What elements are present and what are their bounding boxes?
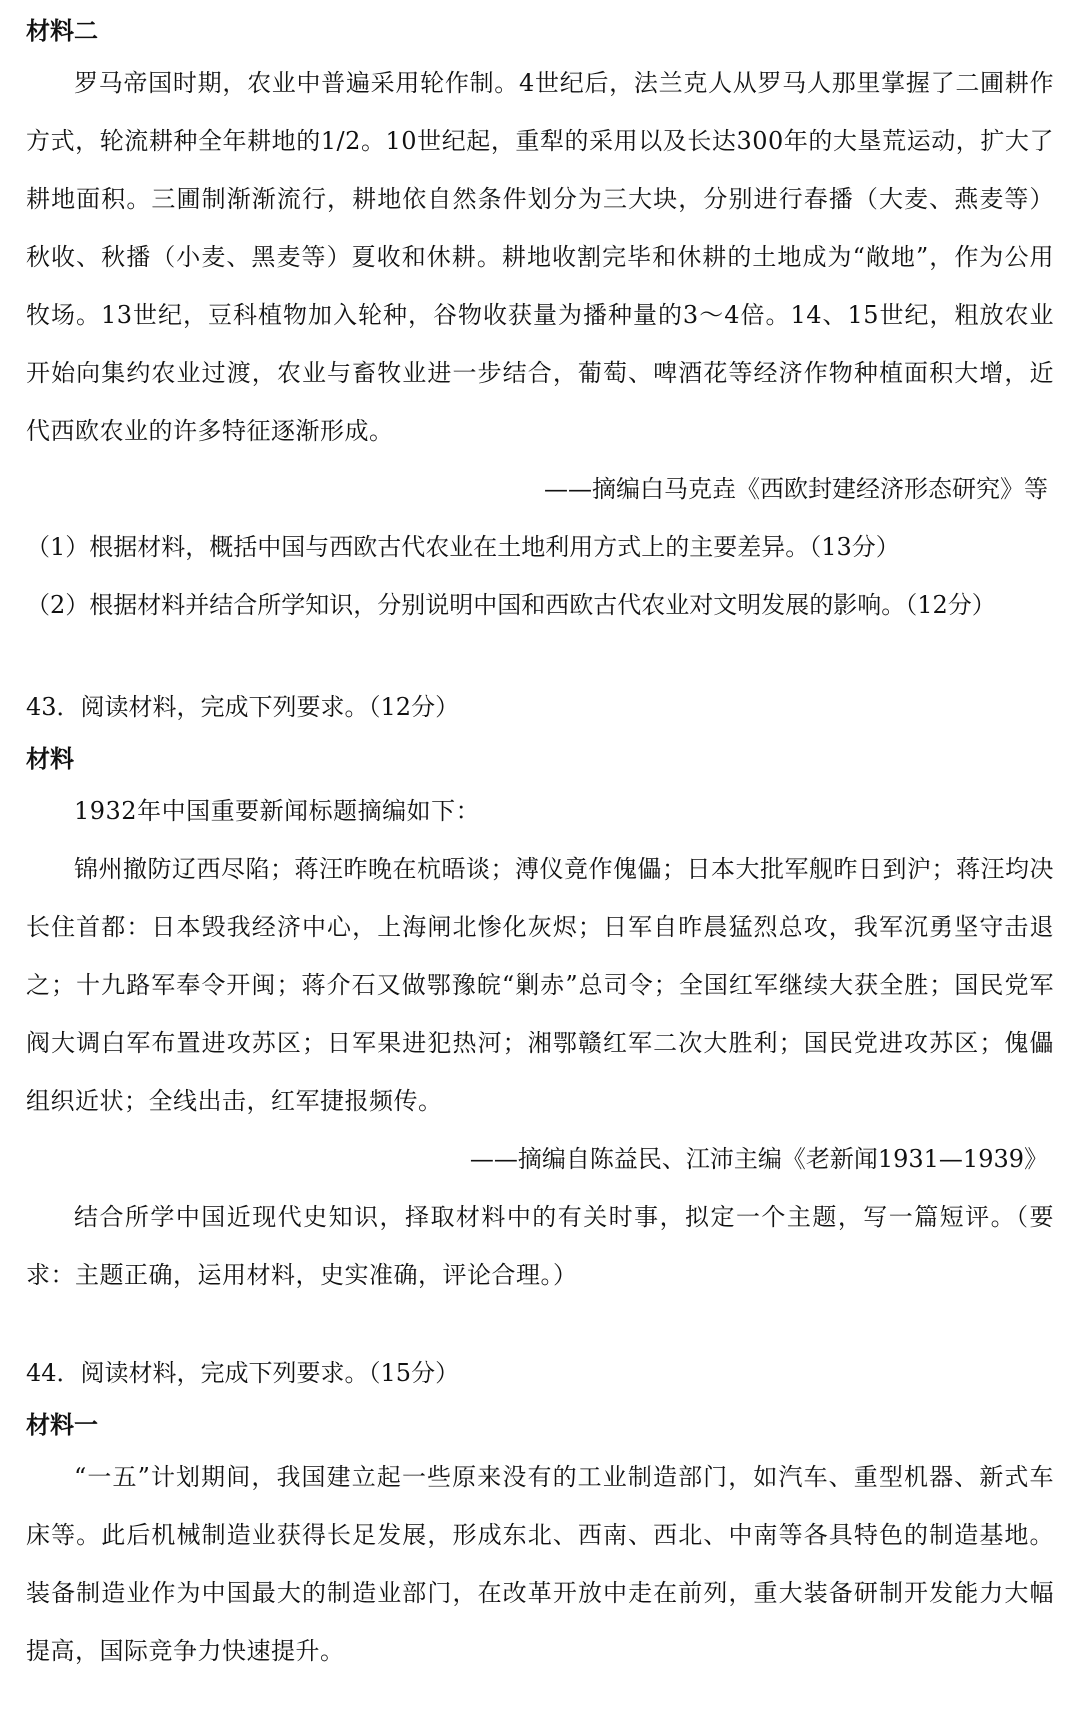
question-44-title: 44．阅读材料，完成下列要求。（15分） (26, 1359, 460, 1387)
question-43-source: ——摘编自陈益民、江沛主编《老新闻1931—1939》 (469, 1145, 1048, 1173)
question-42-part-2: （2）根据材料并结合所学知识，分别说明中国和西欧古代农业对文明发展的影响。（12分） (26, 591, 996, 619)
material-two-source: ——摘编白马克垚《西欧封建经济形态研究》等 (544, 475, 1048, 503)
question-44-paragraph: “一五”计划期间，我国建立起一些原来没有的工业制造部门，如汽车、重型机器、新式车床等。此后机械制造业获得长足发展，形成东北、西南、西北、中南等各具特色的制造基地。装备制造业作为中国最大的制造业部门，在改革开放中走在前列，重大装备研制开发能力大幅提高，国际竞争力快速提升。 (26, 1463, 1054, 1665)
question-44-material-heading: 材料一 (26, 1411, 98, 1439)
material-two-paragraph: 罗马帝国时期，农业中普遍采用轮作制。4世纪后，法兰克人从罗马人那里掌握了二圃耕作方式，轮流耕种全年耕地的1/2。10世纪起，重犁的采用以及长达300年的大垦荒运动，扩大了耕地面积。三圃制渐渐流行，耕地依自然条件划分为三大块，分别进行春播（大麦、燕麦等）秋收、秋播（小麦、黑麦等）夏收和休耕。耕地收割完毕和休耕的土地成为“敞地”，作为公用牧场。13世纪，豆科植物加入轮种，谷物收获量为播种量的3～4倍。14、15世纪，粗放农业开始向集约农业过渡，农业与畜牧业进一步结合，葡萄、啤酒花等经济作物种植面积大增，近代西欧农业的许多特征逐渐形成。 (26, 69, 1054, 445)
question-43-material-heading: 材料 (26, 745, 74, 773)
question-43-headlines: 锦州撤防辽西尽陷；蒋汪昨晚在杭晤谈；溥仪竟作傀儡；日本大批军舰昨日到沪；蒋汪均决长住首都：日本毁我经济中心，上海闸北惨化灰烬；日军自昨晨猛烈总攻，我军沉勇坚守击退之；十九路军奉令开闽；蒋介石又做鄂豫皖“剿赤”总司令；全国红军继续大获全胜；国民党军阀大调白军布置进攻苏区；日军果进犯热河；湘鄂赣红军二次大胜利；国民党进攻苏区；傀儡组织近状；全线出击，红军捷报频传。 (26, 855, 1054, 1115)
question-43-title: 43．阅读材料，完成下列要求。（12分） (26, 693, 460, 721)
spacer (26, 1304, 1054, 1344)
spacer (26, 634, 1054, 678)
question-42-part-1: （1）根据材料，概括中国与西欧古代农业在土地利用方式上的主要差异。（13分） (26, 533, 900, 561)
material-two-heading: 材料二 (26, 17, 98, 45)
question-43-intro: 1932年中国重要新闻标题摘编如下： (74, 797, 481, 825)
question-43-task: 结合所学中国近现代史知识，择取材料中的有关时事，拟定一个主题，写一篇短评。（要求：主题正确，运用材料，史实准确，评论合理。） (26, 1203, 1054, 1289)
